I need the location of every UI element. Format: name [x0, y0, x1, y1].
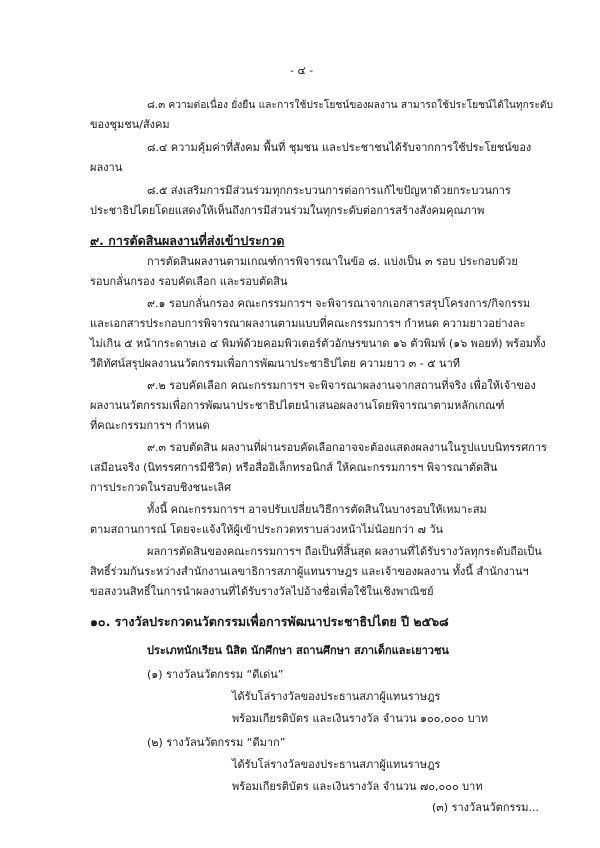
- criterion-8-4-line2: ผลงาน: [90, 161, 123, 174]
- criterion-8-5-line1: ๘.๕ ส่งเสริมการมีส่วนร่วมทุกกระบวนการต่อการแก้ไขปัญหาด้วยกระบวนการ: [147, 184, 511, 197]
- section-10-heading: ๑๐. รางวัลประกวดนวัตกรรมเพื่อการพัฒนาประชาธิปไตย ปี ๒๕๖๘: [90, 614, 449, 629]
- round-9-2-line2: ผลงานนวัตกรรมเพื่อการพัฒนาประชาธิปไตยนำเสนอผลงานโดยพิจารณาตามหลักเกณฑ์: [90, 399, 505, 412]
- adjustment-note-line2: ตามสถานการณ์ โดยจะแจ้งให้ผู้เข้าประกวดทราบล่วงหน้าไม่น้อยกว่า ๗ วัน: [90, 523, 444, 536]
- criterion-8-3-line1: ๘.๓ ความต่อเนื่อง ยั่งยืน และการใช้ประโยชน์ของผลงาน สามารถใช้ประโยชน์ได้ในทุกระดับ: [147, 99, 554, 111]
- round-9-1-line4: วีดิทัศน์สรุปผลงานนวัตกรรมเพื่อการพัฒนาประชาธิปไตย ความยาว ๓ - ๕ นาที: [90, 357, 461, 370]
- round-9-1-line2: และเอกสารประกอบการพิจารณาผลงานตามแบบที่คณะกรรมการฯ กำหนด ความยาวอย่างละ: [90, 317, 526, 330]
- award-2-title: (๒) รางวัลนวัตกรรม “ดีมาก”: [147, 736, 286, 749]
- criterion-8-4-line1: ๘.๔ ความคุ้มค่าที่สังคม พื้นที่ ชุมชน และประชาชนได้รับจากการใช้ประโยชน์ของ: [147, 141, 532, 154]
- final-decision-line1: ผลการตัดสินของคณะกรรมการฯ ถือเป็นที่สิ้นสุด ผลงานที่ได้รับรางวัลทุกระดับถือเป็น: [147, 545, 542, 558]
- criterion-8-5-line2: ประชาธิปไตยโดยแสดงให้เห็นถึงการมีส่วนร่วมในทุกระดับต่อการสร้างสังคมคุณภาพ: [90, 204, 485, 217]
- round-9-1-line3: ไม่เกิน ๕ หน้ากระดาษเอ ๔ พิมพ์ด้วยคอมพิวเตอร์ตัวอักษรขนาด ๑๖ ตัวพิมพ์ (๑๖ พอยท์) พร้อมทั้ง: [90, 337, 546, 350]
- award-2-line2: พร้อมเกียรติบัตร และเงินรางวัล จำนวน ๗๐,๐๐๐ บาท: [232, 780, 483, 793]
- round-9-3-line1: ๙.๓ รอบตัดสิน ผลงานที่ผ่านรอบคัดเลือกอาจจะต้องแสดงผลงานในรูปแบบนิทรรศการ: [147, 441, 547, 454]
- section-9-intro-line2: รอบกลั่นกรอง รอบคัดเลือก และรอบตัดสิน: [90, 275, 288, 288]
- round-9-3-line2: เสมือนจริง (นิทรรศการมีชีวิต) หรือสื่ออิเล็กทรอนิกส์ ให้คณะกรรมการฯ พิจารณาตัดสิน: [90, 461, 498, 474]
- award-1-title: (๑) รางวัลนวัตกรรม “ดีเด่น”: [147, 668, 284, 681]
- round-9-2-line1: ๙.๒ รอบคัดเลือก คณะกรรมการฯ จะพิจารณาผลงานจากสถานที่จริง เพื่อให้เจ้าของ: [147, 379, 536, 392]
- round-9-2-line3: ที่คณะกรรมการฯ กำหนด: [90, 419, 210, 432]
- adjustment-note-line1: ทั้งนี้ คณะกรรมการฯ อาจปรับเปลี่ยนวิธีการตัดสินในบางรอบให้เหมาะสม: [147, 503, 487, 516]
- round-9-3-line3: การประกวดในรอบชิงชนะเลิศ: [90, 481, 232, 494]
- page-number: - ๔ -: [290, 64, 314, 77]
- award-1-line2: พร้อมเกียรติบัตร และเงินรางวัล จำนวน ๑๐๐,๐๐๐ บาท: [232, 712, 489, 725]
- section-9-heading: ๙. การตัดสินผลงานที่ส่งเข้าประกวด: [90, 233, 285, 248]
- award-1-line1: ได้รับโล่รางวัลของประธานสภาผู้แทนราษฎร: [232, 690, 441, 703]
- final-decision-line3: ขอสงวนสิทธิ์ในการนำผลงานที่ได้รับรางวัลไปอ้างชื่อเพื่อใช้ในเชิงพาณิชย์: [90, 585, 434, 598]
- continuation-marker: (๓) รางวัลนวัตกรรม...: [432, 801, 540, 814]
- award-2-line1: ได้รับโล่รางวัลของประธานสภาผู้แทนราษฎร: [232, 758, 441, 771]
- award-category-heading: ประเภทนักเรียน นิสิต นักศึกษา สถานศึกษา สภาเด็กและเยาวชน: [147, 644, 449, 657]
- criterion-8-3-line2: ของชุมชน/สังคม: [90, 118, 170, 131]
- section-9-intro-line1: การตัดสินผลงานตามเกณฑ์การพิจารณาในข้อ ๘. แบ่งเป็น ๓ รอบ ประกอบด้วย: [147, 255, 518, 268]
- round-9-1-line1: ๙.๑ รอบกลั่นกรอง คณะกรรมการฯ จะพิจารณาจากเอกสารสรุปโครงการ/กิจกรรม: [147, 297, 531, 310]
- final-decision-line2: สิทธิ์ร่วมกันระหว่างสำนักงานเลขาธิการสภาผู้แทนราษฎร และเจ้าของผลงาน ทั้งนี้ สำนักงานฯ: [90, 565, 529, 578]
